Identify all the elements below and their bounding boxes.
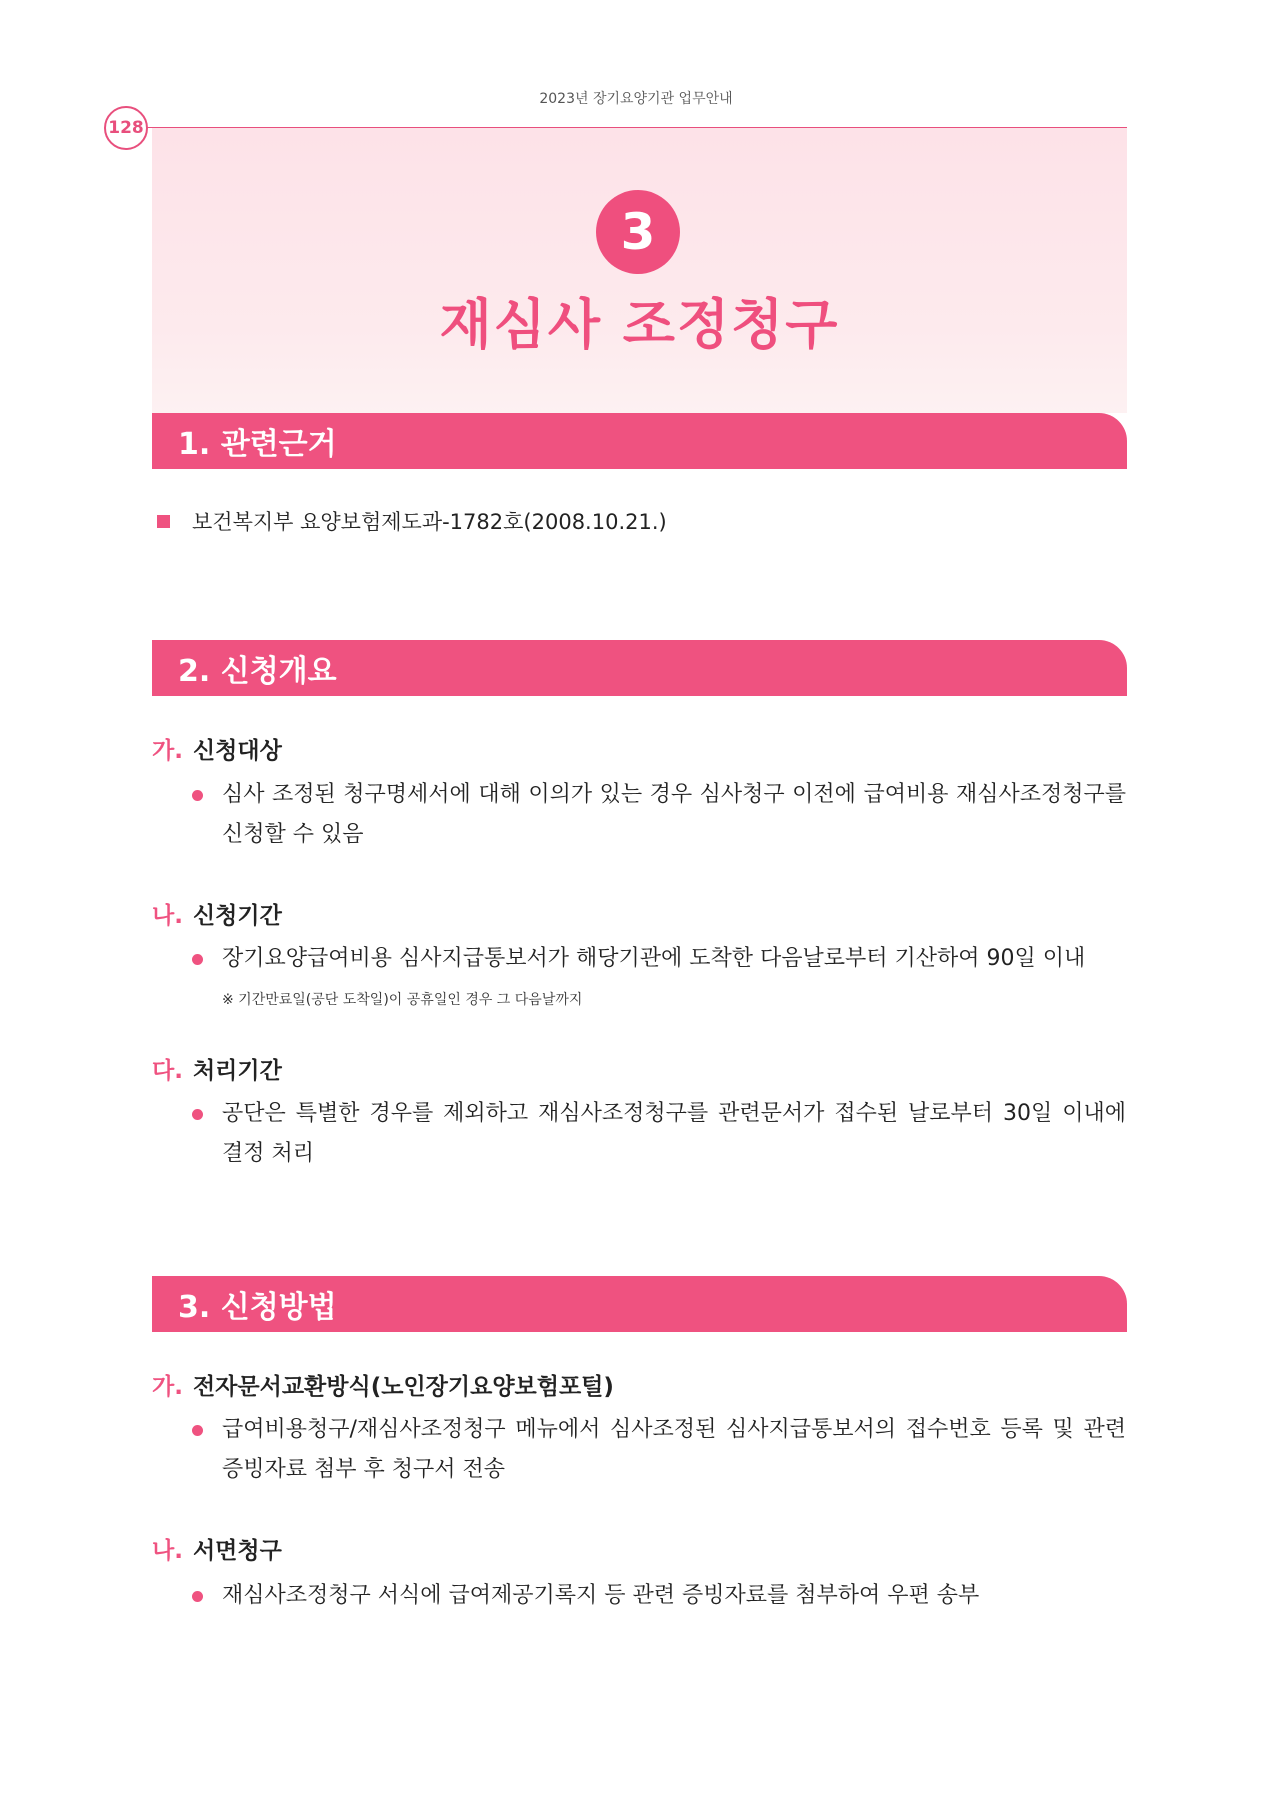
bullet-dot-icon [192,1591,203,1602]
bullet-item [192,1576,1126,1616]
bullet-text: 재심사조정청구 서식에 급여제공기록지 등 관련 증빙자료를 첨부하여 우편 송부 [222,1583,980,1608]
section-header-3: 3. 신청방법 [152,1276,1127,1332]
section-header-1: 1. 관련근거 [152,413,1127,469]
bullet-dot-icon [192,1425,203,1436]
bullet-text: 급여비용청구/재심사조정청구 메뉴에서 심사조정된 심사지급통보서의 접수번호 등록 및 관련 증빙자료 첨부 후 청구서 전송 [222,1417,1126,1482]
bullet-text: 장기요양급여비용 심사지급통보서가 해당기관에 도착한 다음날로부터 기산하여 90일 이내 [222,946,1086,971]
subsection-marker: 다. [152,1058,183,1084]
subsection-marker: 나. [152,903,183,929]
bullet-text: 공단은 특별한 경우를 제외하고 재심사조정청구를 관련문서가 접수된 날로부터 30일 이내에 결정 처리 [222,1101,1126,1166]
footnote: ※ 기간만료일(공단 도착일)이 공휴일인 경우 그 다음날까지 [222,992,583,1008]
subsection-marker: 가. [152,738,183,764]
chapter-title: 재심사 조정청구 [439,293,840,356]
running-header: 2023년 장기요양기관 업무안내 [539,91,733,107]
bullet-dot-icon [192,1109,203,1120]
bullet-item [192,1094,1126,1174]
bullet-dot-icon [192,954,203,965]
subsection-title: 신청대상 [192,738,282,764]
bullet-text: 심사 조정된 청구명세서에 대해 이의가 있는 경우 심사청구 이전에 급여비용 재심사조정청구를 신청할 수 있음 [222,782,1126,847]
list-item [152,506,667,536]
subsection-heading [152,1368,614,1401]
subsection-marker: 나. [152,1538,183,1564]
bullet-item [192,775,1126,855]
subsection-heading [152,1532,282,1565]
list-item-text: 보건복지부 요양보험제도과-1782호(2008.10.21.) [192,510,667,534]
subsection-title: 서면청구 [192,1538,282,1564]
subsection-title: 처리기간 [192,1058,282,1084]
subsection-marker: 가. [152,1374,183,1400]
section-header-2: 2. 신청개요 [152,640,1127,696]
bullet-item [192,939,1126,979]
bullet-item [192,1410,1126,1490]
bullet-dot-icon [192,790,203,801]
square-bullet-icon [157,515,170,528]
subsection-title: 신청기간 [192,903,282,929]
subsection-heading [152,1052,282,1085]
subsection-heading [152,732,282,765]
chapter-number: 3 [596,190,680,274]
subsection-heading [152,897,282,930]
page-number: 128 [104,106,148,150]
subsection-title: 전자문서교환방식(노인장기요양보험포털) [192,1374,614,1400]
